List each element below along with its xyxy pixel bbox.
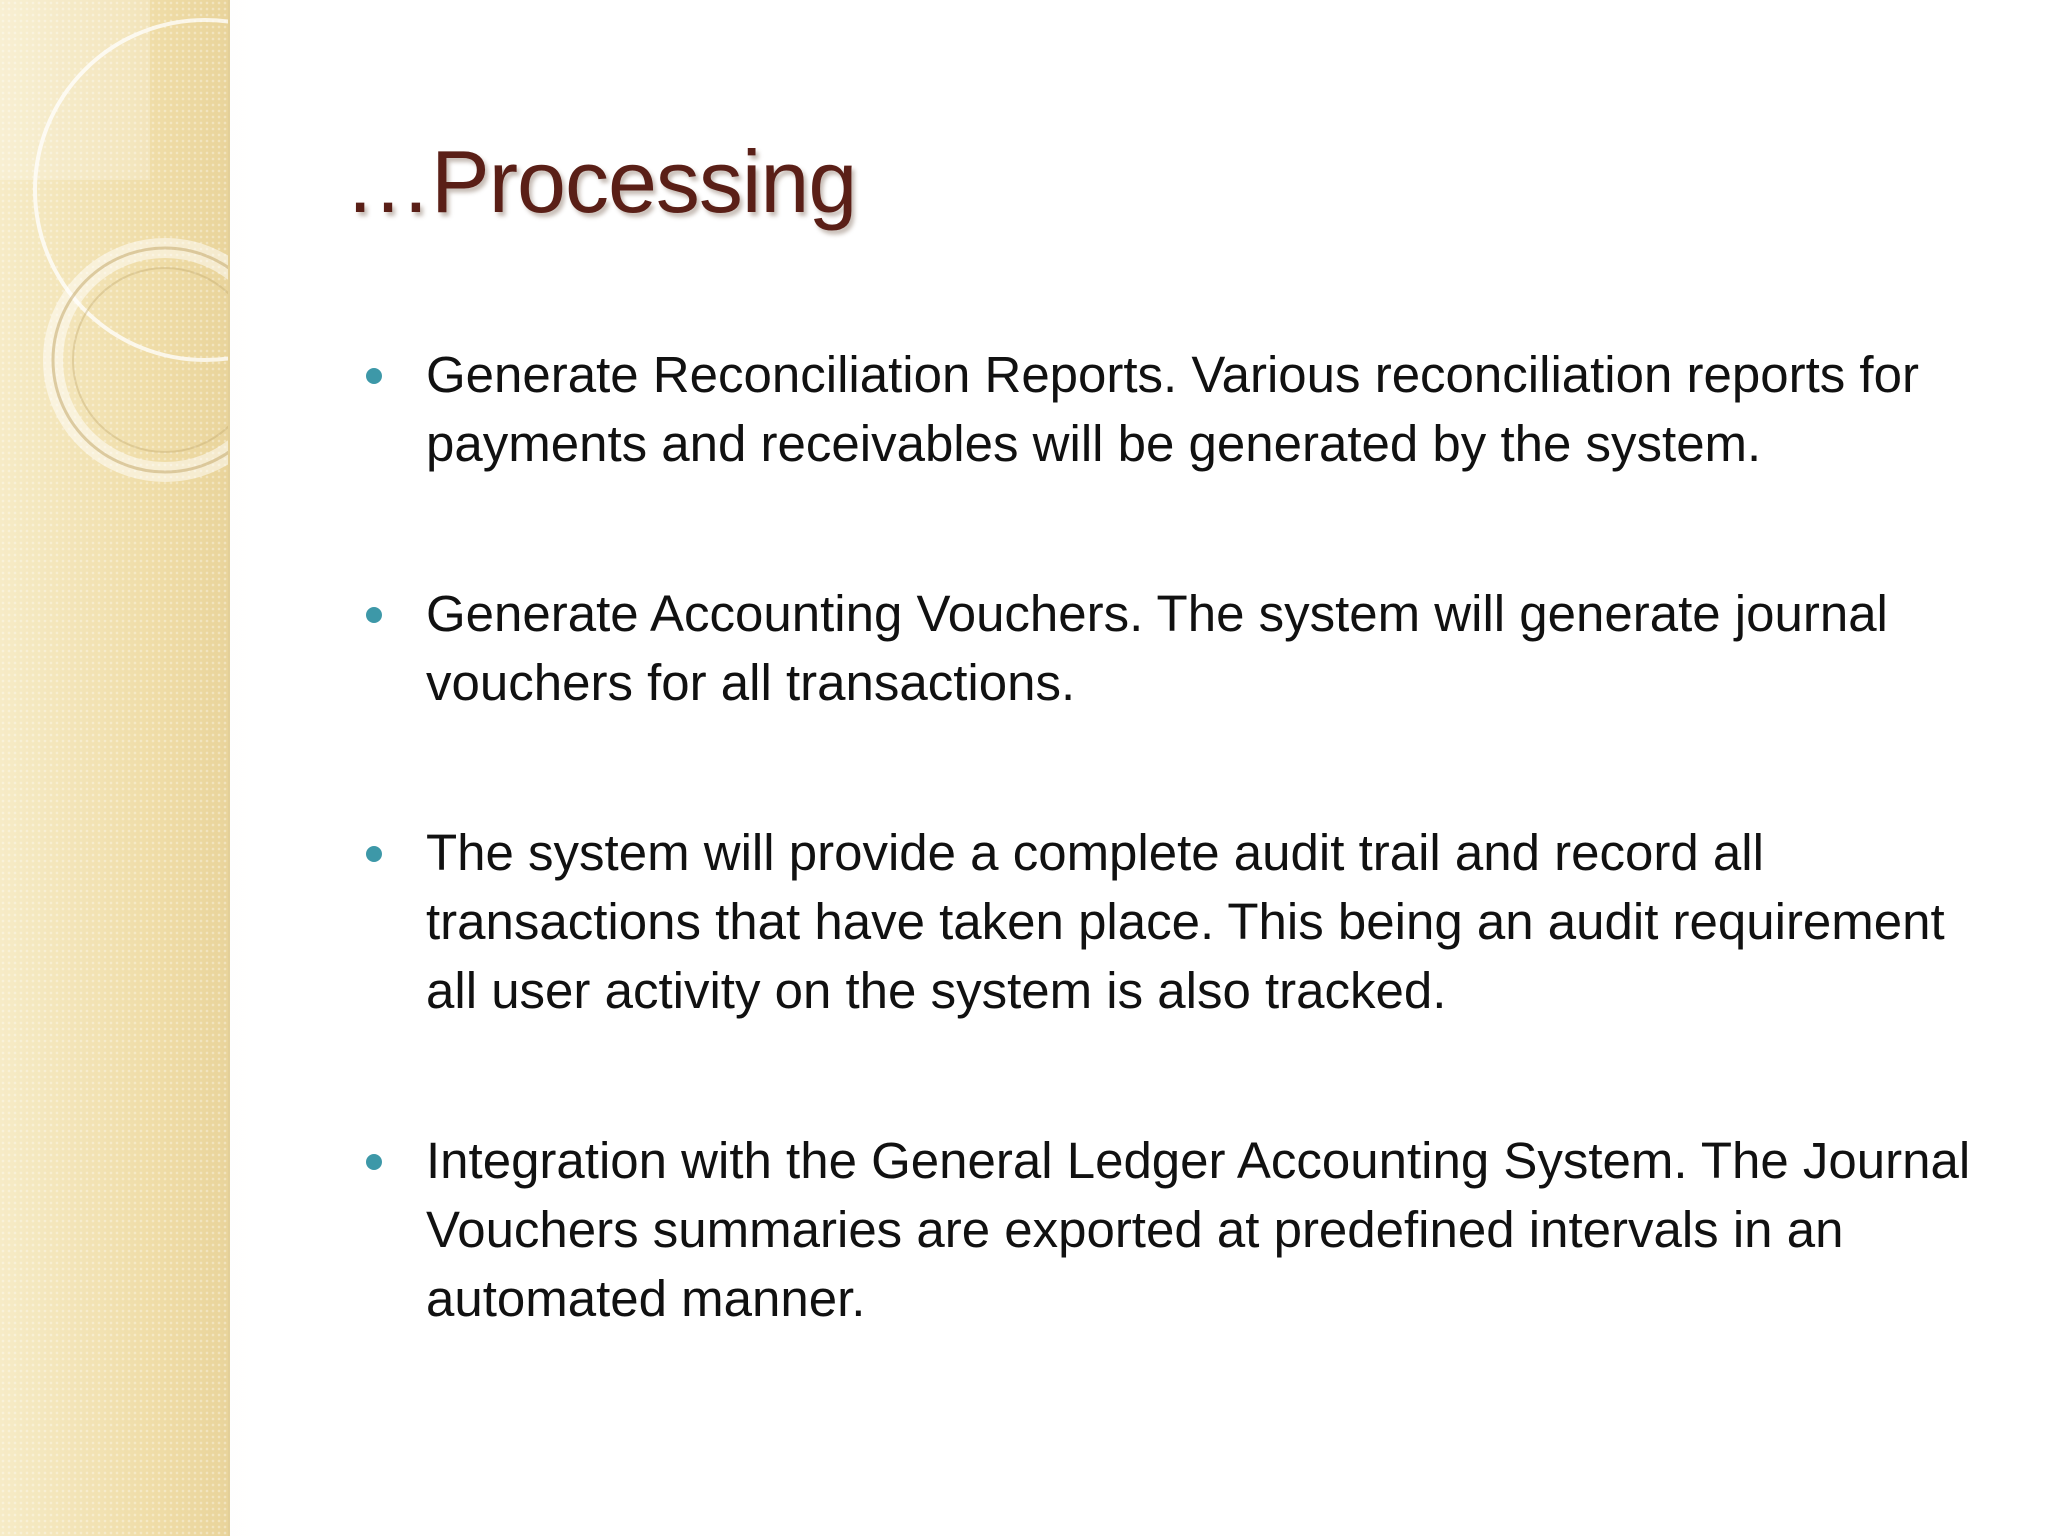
- slide-title: …Processing: [344, 132, 857, 231]
- bullet-item: [362, 818, 2002, 1025]
- bullet-item: [362, 579, 2002, 717]
- bullet-item: [362, 340, 2002, 478]
- bullet-item: [362, 1126, 2002, 1333]
- bullet-text: Integration with the General Ledger Accounting System. The Journal Vouchers summaries are exported at predefined intervals in an automated manner.: [426, 1132, 1971, 1327]
- decorative-rings-graphic: [0, 0, 228, 520]
- bullet-text: Generate Reconciliation Reports. Various reconciliation reports for payments and receivables will be generated by the system.: [426, 346, 1919, 472]
- bullet-dot-icon: [366, 368, 382, 384]
- bullet-text: The system will provide a complete audit trail and record all transactions that have taken place. This being an audit requirement all user activity on the system is also tracked.: [426, 824, 1945, 1019]
- bullet-dot-icon: [366, 1154, 382, 1170]
- bullet-text: Generate Accounting Vouchers. The system will generate journal vouchers for all transactions.: [426, 585, 1888, 711]
- decorative-side-panel: [0, 0, 230, 1536]
- bullet-list: [362, 340, 2002, 1434]
- bullet-dot-icon: [366, 607, 382, 623]
- bullet-dot-icon: [366, 846, 382, 862]
